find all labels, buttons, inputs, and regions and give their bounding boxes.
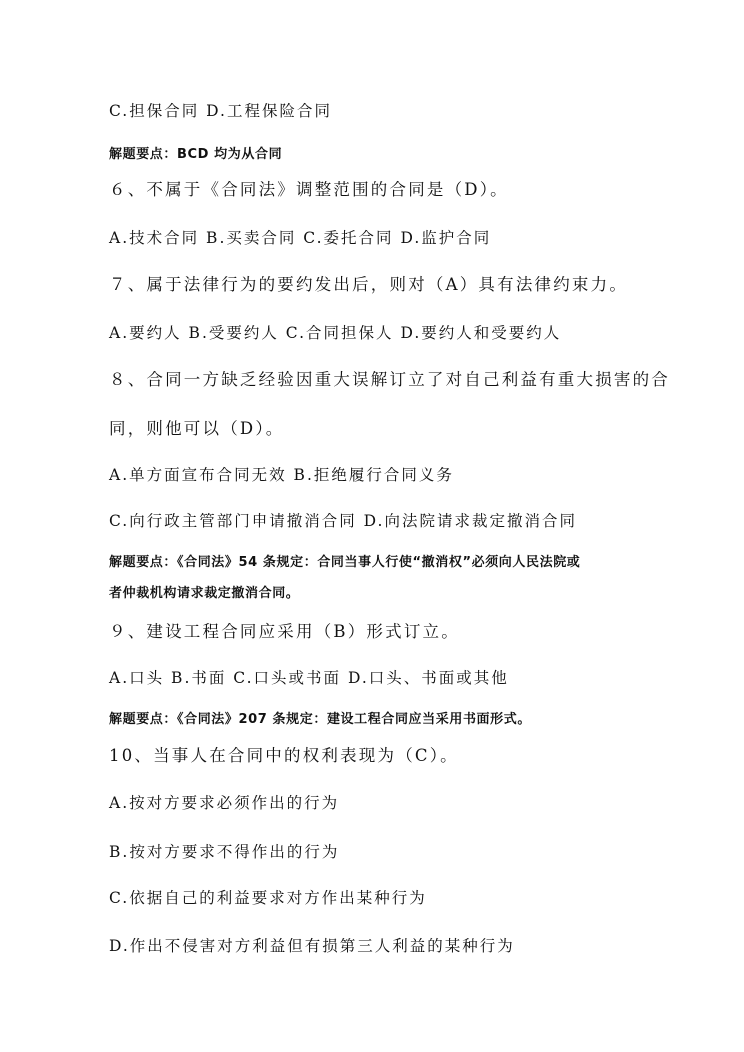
option-question-10-c: C.依据自己的利益要求对方作出某种行为	[109, 889, 427, 907]
answer-note-question-9: 解题要点：《合同法》207 条规定：建设工程合同应当采用书面形式。	[109, 712, 531, 727]
answer-note-question-8-line-1: 解题要点：《合同法》54 条规定：合同当事人行使“撤消权”必须向人民法院或	[109, 555, 581, 570]
question-8-line-2: 同，则他可以（D）。	[109, 419, 285, 438]
question-6: ６、不属于《合同法》调整范围的合同是（D）。	[109, 180, 509, 199]
answer-note-bcd: 解题要点：BCD 均为从合同	[109, 147, 283, 162]
options-question-7: A.要约人 B.受要约人 C.合同担保人 D.要约人和受要约人	[109, 324, 562, 342]
option-question-10-b: B.按对方要求不得作出的行为	[109, 843, 340, 861]
options-question-9: A.口头 B.书面 C.口头或书面 D.口头、书面或其他	[109, 669, 509, 687]
option-line-cd: C.担保合同 D.工程保险合同	[109, 102, 332, 120]
options-question-8-ab: A.单方面宣布合同无效 B.拒绝履行合同义务	[109, 466, 454, 484]
answer-note-question-8-line-2: 者仲裁机构请求裁定撤消合同。	[109, 586, 300, 601]
question-7: ７、属于法律行为的要约发出后，则对（A）具有法律约束力。	[109, 275, 629, 294]
options-question-8-cd: C.向行政主管部门申请撤消合同 D.向法院请求裁定撤消合同	[109, 512, 577, 530]
question-8-line-1: ８、合同一方缺乏经验因重大误解订立了对自己利益有重大损害的合	[109, 370, 670, 389]
option-question-10-a: A.按对方要求必须作出的行为	[109, 794, 340, 812]
options-question-6: A.技术合同 B.买卖合同 C.委托合同 D.监护合同	[109, 229, 492, 247]
question-9: ９、建设工程合同应采用（B）形式订立。	[109, 622, 460, 641]
option-question-10-d: D.作出不侵害对方利益但有损第三人利益的某种行为	[109, 937, 515, 955]
question-10: 10、当事人在合同中的权利表现为（C）。	[109, 746, 459, 765]
